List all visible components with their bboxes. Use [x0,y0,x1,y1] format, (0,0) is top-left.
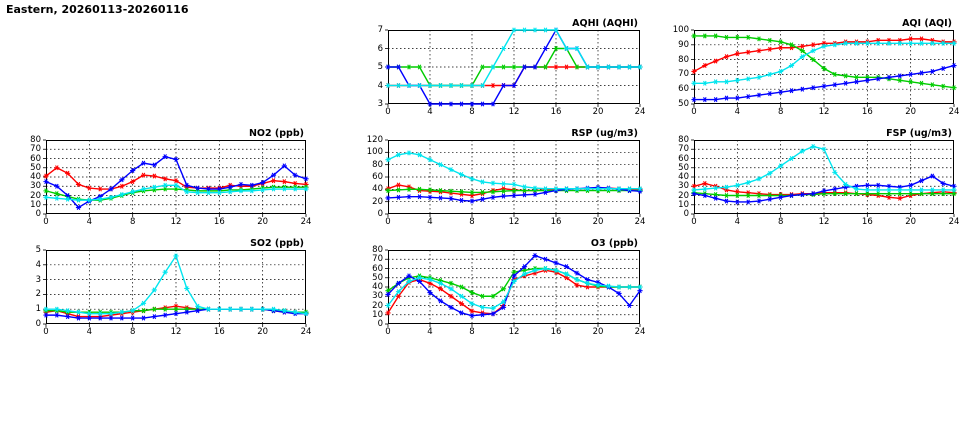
x-axis-tick-label: 0 [385,327,391,337]
x-axis-tick-label: 4 [86,217,93,227]
y-axis-tick-label: 20 [372,196,383,207]
x-axis-tick-label: 8 [777,217,784,227]
chart-svg-o3 [362,242,644,338]
x-axis-tick-label: 20 [592,327,604,337]
x-axis-tick-label: 12 [170,327,182,337]
chart-svg-aqi [668,22,958,118]
x-axis-tick-label: 16 [550,327,562,337]
x-axis-tick-label: 4 [427,327,433,337]
y-axis-tick-label: 70 [678,69,689,80]
page-title: Eastern, 20260113-20260116 [6,3,189,16]
x-axis-tick-label: 4 [427,217,433,227]
y-axis-tick-label: 70 [372,254,383,265]
y-axis-tick-label: 70 [678,144,689,155]
y-axis-tick-label: 80 [678,135,689,145]
y-axis-tick-label: 40 [372,184,383,195]
y-axis-tick-label: 30 [678,181,689,192]
x-axis-tick-label: 4 [86,327,93,337]
y-axis-tick-label: 6 [377,43,383,54]
y-axis-tick-label: 60 [678,153,689,164]
chart-panel-aqi [668,18,960,118]
x-axis-tick-label: 20 [905,217,917,227]
y-axis-tick-label: 50 [372,272,383,283]
x-axis-tick-label: 20 [257,217,269,227]
x-axis-tick-label: 0 [691,107,697,117]
chart-panel-no2 [20,128,312,228]
y-axis-tick-label: 0 [377,319,383,329]
x-axis-tick-label: 12 [818,217,830,227]
y-axis-tick-label: 40 [372,282,383,292]
x-axis-tick-label: 24 [300,327,312,337]
y-axis-tick-label: 30 [372,291,383,302]
chart-svg-no2 [20,132,310,228]
x-axis-tick-label: 24 [948,107,960,117]
y-axis-tick-label: 80 [372,245,383,255]
x-axis-tick-label: 16 [861,107,873,117]
x-axis-tick-label: 4 [734,107,741,117]
x-axis-tick-label: 8 [469,217,475,227]
y-axis-tick-label: 0 [377,209,383,219]
y-axis-tick-label: 50 [30,162,41,173]
x-axis-tick-label: 8 [129,217,136,227]
x-axis-tick-label: 24 [634,217,646,227]
y-axis-tick-label: 10 [678,199,689,210]
x-axis-tick-label: 4 [734,217,741,227]
x-axis-tick-label: 0 [43,327,49,337]
chart-svg-so2 [20,242,310,338]
y-axis-tick-label: 3 [35,274,41,285]
y-axis-tick-label: 3 [377,99,383,109]
y-axis-tick-label: 60 [30,153,41,164]
y-axis-tick-label: 40 [30,172,41,182]
x-axis-tick-label: 12 [818,107,830,117]
x-axis-tick-label: 20 [905,107,917,117]
y-axis-tick-label: 2 [35,289,41,300]
y-axis-tick-label: 60 [372,172,383,182]
chart-svg-aqhi [362,22,644,118]
chart-panel-fsp [668,128,960,228]
y-axis-tick-label: 5 [35,245,41,255]
x-axis-tick-label: 16 [213,217,225,227]
y-axis-tick-label: 60 [372,263,383,274]
chart-title-aqi: AQI (AQI) [902,18,952,29]
x-axis-tick-label: 20 [592,217,604,227]
y-axis-tick-label: 0 [35,209,41,219]
x-axis-tick-label: 12 [508,217,520,227]
x-axis-tick-label: 24 [634,107,646,117]
y-axis-tick-label: 80 [678,54,689,65]
y-axis-tick-label: 7 [377,25,383,35]
x-axis-tick-label: 0 [43,217,49,227]
y-axis-tick-label: 70 [30,144,41,155]
chart-title-rsp: RSP (ug/m3) [571,128,638,139]
chart-title-so2: SO2 (ppb) [250,238,304,249]
x-axis-tick-label: 16 [213,327,225,337]
chart-title-no2: NO2 (ppb) [248,128,304,139]
y-axis-tick-label: 50 [678,99,689,109]
y-axis-tick-label: 10 [30,199,41,210]
y-axis-tick-label: 120 [366,135,383,145]
chart-title-aqhi: AQHI (AQHI) [572,18,638,29]
x-axis-tick-label: 0 [385,107,391,117]
x-axis-tick-label: 8 [777,107,784,117]
x-axis-tick-label: 24 [948,217,960,227]
x-axis-tick-label: 20 [592,107,604,117]
chart-panel-so2 [20,238,312,338]
x-axis-tick-label: 4 [427,107,433,117]
y-axis-tick-label: 80 [372,159,383,170]
y-axis-tick-label: 4 [377,80,383,91]
y-axis-tick-label: 20 [678,190,689,201]
chart-title-fsp: FSP (ug/m3) [886,128,952,139]
y-axis-tick-label: 30 [30,181,41,192]
x-axis-tick-label: 20 [257,327,269,337]
chart-panel-o3 [362,238,646,338]
x-axis-tick-label: 12 [508,327,520,337]
x-axis-tick-label: 8 [469,327,475,337]
y-axis-tick-label: 60 [678,84,689,95]
chart-svg-fsp [668,132,958,228]
chart-title-o3: O3 (ppb) [590,238,638,249]
y-axis-tick-label: 4 [35,259,41,270]
chart-panel-aqhi [362,18,646,118]
y-axis-tick-label: 0 [683,209,689,219]
x-axis-tick-label: 0 [691,217,697,227]
y-axis-tick-label: 20 [372,300,383,311]
y-axis-tick-label: 100 [366,147,383,158]
x-axis-tick-label: 16 [550,107,562,117]
y-axis-tick-label: 80 [30,135,41,145]
y-axis-tick-label: 20 [30,190,41,201]
x-axis-tick-label: 8 [129,327,136,337]
y-axis-tick-label: 5 [377,62,383,72]
x-axis-tick-label: 8 [469,107,475,117]
y-axis-tick-label: 1 [35,304,41,315]
y-axis-tick-label: 0 [35,319,41,329]
x-axis-tick-label: 24 [634,327,646,337]
y-axis-tick-label: 90 [678,39,689,50]
y-axis-tick-label: 40 [678,172,689,182]
x-axis-tick-label: 12 [508,107,520,117]
y-axis-tick-label: 100 [672,25,689,35]
y-axis-tick-label: 10 [372,309,383,320]
chart-svg-rsp [362,132,644,228]
x-axis-tick-label: 16 [550,217,562,227]
chart-panel-rsp [362,128,646,228]
y-axis-tick-label: 50 [678,162,689,173]
x-axis-tick-label: 16 [861,217,873,227]
x-axis-tick-label: 12 [170,217,182,227]
x-axis-tick-label: 0 [385,217,391,227]
x-axis-tick-label: 24 [300,217,312,227]
